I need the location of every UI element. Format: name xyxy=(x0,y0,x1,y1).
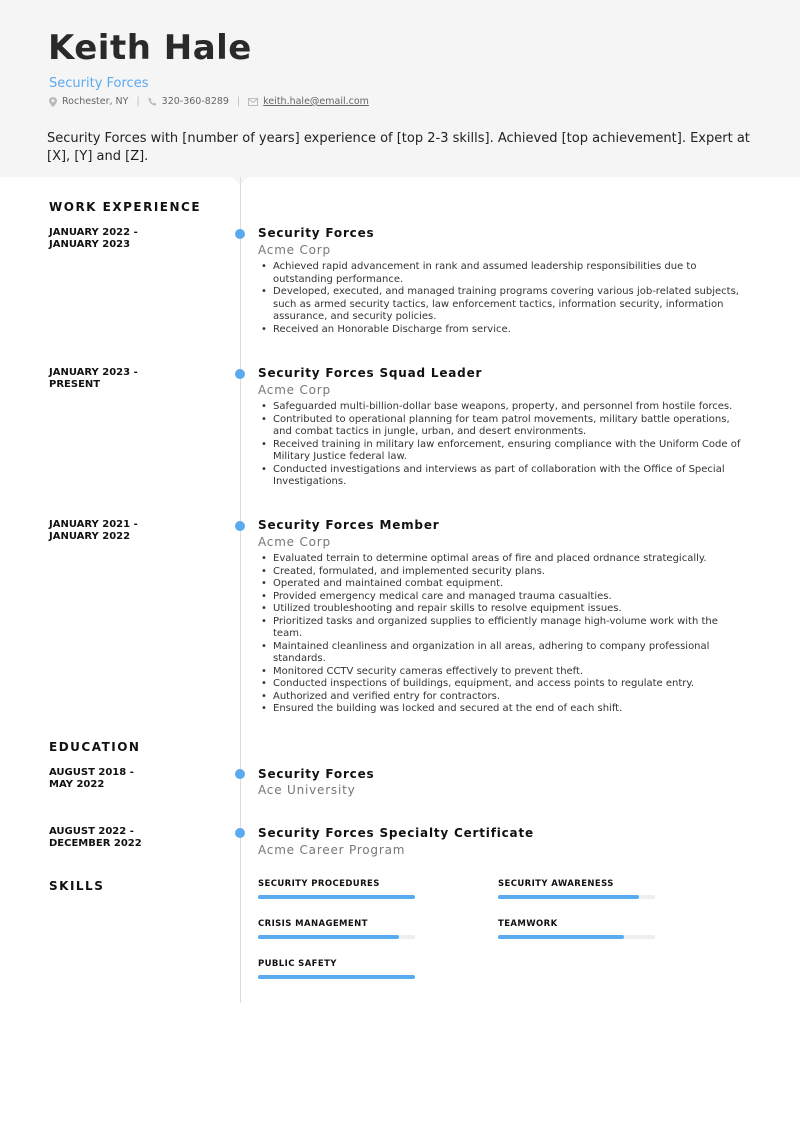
list-item: • Created, formulated, and implemented security plans. xyxy=(258,566,746,579)
section-heading-education: EDUCATION xyxy=(49,740,141,754)
list-item: • Received training in military law enforcement, ensuring compliance with the Uniform Code of Military Justice federal law. xyxy=(258,439,746,464)
location-pin-icon xyxy=(49,97,57,107)
education-school: Ace University xyxy=(258,783,356,797)
timeline-dot xyxy=(235,769,245,779)
candidate-name: Keith Hale xyxy=(48,28,252,68)
skill-name: PUBLIC SAFETY xyxy=(258,959,337,969)
education-date xyxy=(49,767,179,791)
contact-phone xyxy=(148,96,229,107)
date-start: JANUARY 2022 - xyxy=(49,227,138,238)
date-end: DECEMBER 2022 xyxy=(49,838,142,849)
skill-bar xyxy=(498,935,655,939)
list-item: • Ensured the building was locked and secured at the end of each shift. xyxy=(258,703,746,716)
contact-separator: | xyxy=(236,96,241,107)
phone-icon xyxy=(148,97,157,106)
list-item: • Developed, executed, and managed training programs covering various job-related subjects, such as armed security tactics, law enforcement tactics, information security, information assurance, and security policies. xyxy=(258,286,746,324)
list-item: • Evaluated terrain to determine optimal areas of fire and placed ordnance strategically. xyxy=(258,553,746,566)
education-title: Security Forces Specialty Certificate xyxy=(258,826,534,840)
list-item: • Operated and maintained combat equipment. xyxy=(258,578,746,591)
section-heading-skills: SKILLS xyxy=(49,879,105,893)
job-date xyxy=(49,519,179,543)
list-item: • Authorized and verified entry for contractors. xyxy=(258,691,746,704)
job-date xyxy=(49,367,179,391)
date-start: AUGUST 2022 - xyxy=(49,826,134,837)
job-title: Security Forces xyxy=(258,226,375,240)
skill-name: TEAMWORK xyxy=(498,919,558,929)
job-date xyxy=(49,227,179,251)
skill-name: SECURITY PROCEDURES xyxy=(258,879,380,889)
education-school: Acme Career Program xyxy=(258,843,406,857)
education-date xyxy=(49,826,179,850)
timeline-dot xyxy=(235,369,245,379)
job-bullets xyxy=(258,553,746,716)
timeline-dot xyxy=(235,229,245,239)
education-title: Security Forces xyxy=(258,767,375,781)
list-item: • Monitored CCTV security cameras effectively to prevent theft. xyxy=(258,666,746,679)
skill-bar xyxy=(258,975,415,979)
date-end: PRESENT xyxy=(49,379,101,390)
list-item: • Provided emergency medical care and managed trauma casualties. xyxy=(258,591,746,604)
date-end: JANUARY 2022 xyxy=(49,531,131,542)
list-item: • Conducted inspections of buildings, equipment, and access points to regulate entry. xyxy=(258,678,746,691)
list-item: • Received an Honorable Discharge from service. xyxy=(258,324,746,337)
phone-text: 320-360-8289 xyxy=(161,96,229,107)
job-bullets xyxy=(258,401,746,489)
date-start: JANUARY 2021 - xyxy=(49,519,138,530)
list-item: • Conducted investigations and interviews as part of collaboration with the Office of Special Investigations. xyxy=(258,464,746,489)
section-heading-work: WORK EXPERIENCE xyxy=(49,200,202,214)
skill-name: SECURITY AWARENESS xyxy=(498,879,614,889)
skill-bar-fill xyxy=(258,895,415,899)
list-item: • Safeguarded multi-billion-dollar base weapons, property, and personnel from hostile forces. xyxy=(258,401,746,414)
timeline-line xyxy=(240,177,241,1003)
date-start: AUGUST 2018 - xyxy=(49,767,134,778)
contact-separator: | xyxy=(136,96,140,107)
contact-info xyxy=(49,96,369,107)
skill-name: CRISIS MANAGEMENT xyxy=(258,919,368,929)
skill-bar-fill xyxy=(258,975,415,979)
job-company: Acme Corp xyxy=(258,383,331,397)
date-end: MAY 2022 xyxy=(49,779,105,790)
skill-bar-fill xyxy=(498,935,624,939)
list-item: • Achieved rapid advancement in rank and assumed leadership responsibilities due to outstanding performance. xyxy=(258,261,746,286)
list-item: • Contributed to operational planning for team patrol movements, military battle operations, and combat tactics in jungle, urban, and desert environments. xyxy=(258,414,746,439)
timeline-dot xyxy=(235,828,245,838)
location-text: Rochester, NY xyxy=(62,96,129,107)
job-bullets xyxy=(258,261,746,336)
skill-bar-fill xyxy=(258,935,399,939)
skill-bar-fill xyxy=(498,895,639,899)
date-start: JANUARY 2023 - xyxy=(49,367,138,378)
date-end: JANUARY 2023 xyxy=(49,239,131,250)
email-icon xyxy=(248,98,258,106)
list-item: • Utilized troubleshooting and repair skills to resolve equipment issues. xyxy=(258,603,746,616)
candidate-title: Security Forces xyxy=(49,76,149,91)
email-link[interactable]: keith.hale@email.com xyxy=(263,96,369,107)
job-company: Acme Corp xyxy=(258,535,331,549)
contact-location xyxy=(49,96,128,107)
job-title: Security Forces Squad Leader xyxy=(258,366,483,380)
list-item: • Maintained cleanliness and organization in all areas, adhering to company professional standards. xyxy=(258,641,746,666)
job-company: Acme Corp xyxy=(258,243,331,257)
skill-bar xyxy=(258,895,415,899)
contact-email[interactable] xyxy=(248,96,369,107)
skill-bar xyxy=(498,895,655,899)
list-item: • Prioritized tasks and organized supplies to efficiently manage high-volume work with the team. xyxy=(258,616,746,641)
job-title: Security Forces Member xyxy=(258,518,440,532)
timeline-dot xyxy=(235,521,245,531)
skill-bar xyxy=(258,935,415,939)
summary-text: Security Forces with [number of years] experience of [top 2-3 skills]. Achieved [top achievement]. Expert at [X], [Y] and [Z]. xyxy=(47,131,750,164)
